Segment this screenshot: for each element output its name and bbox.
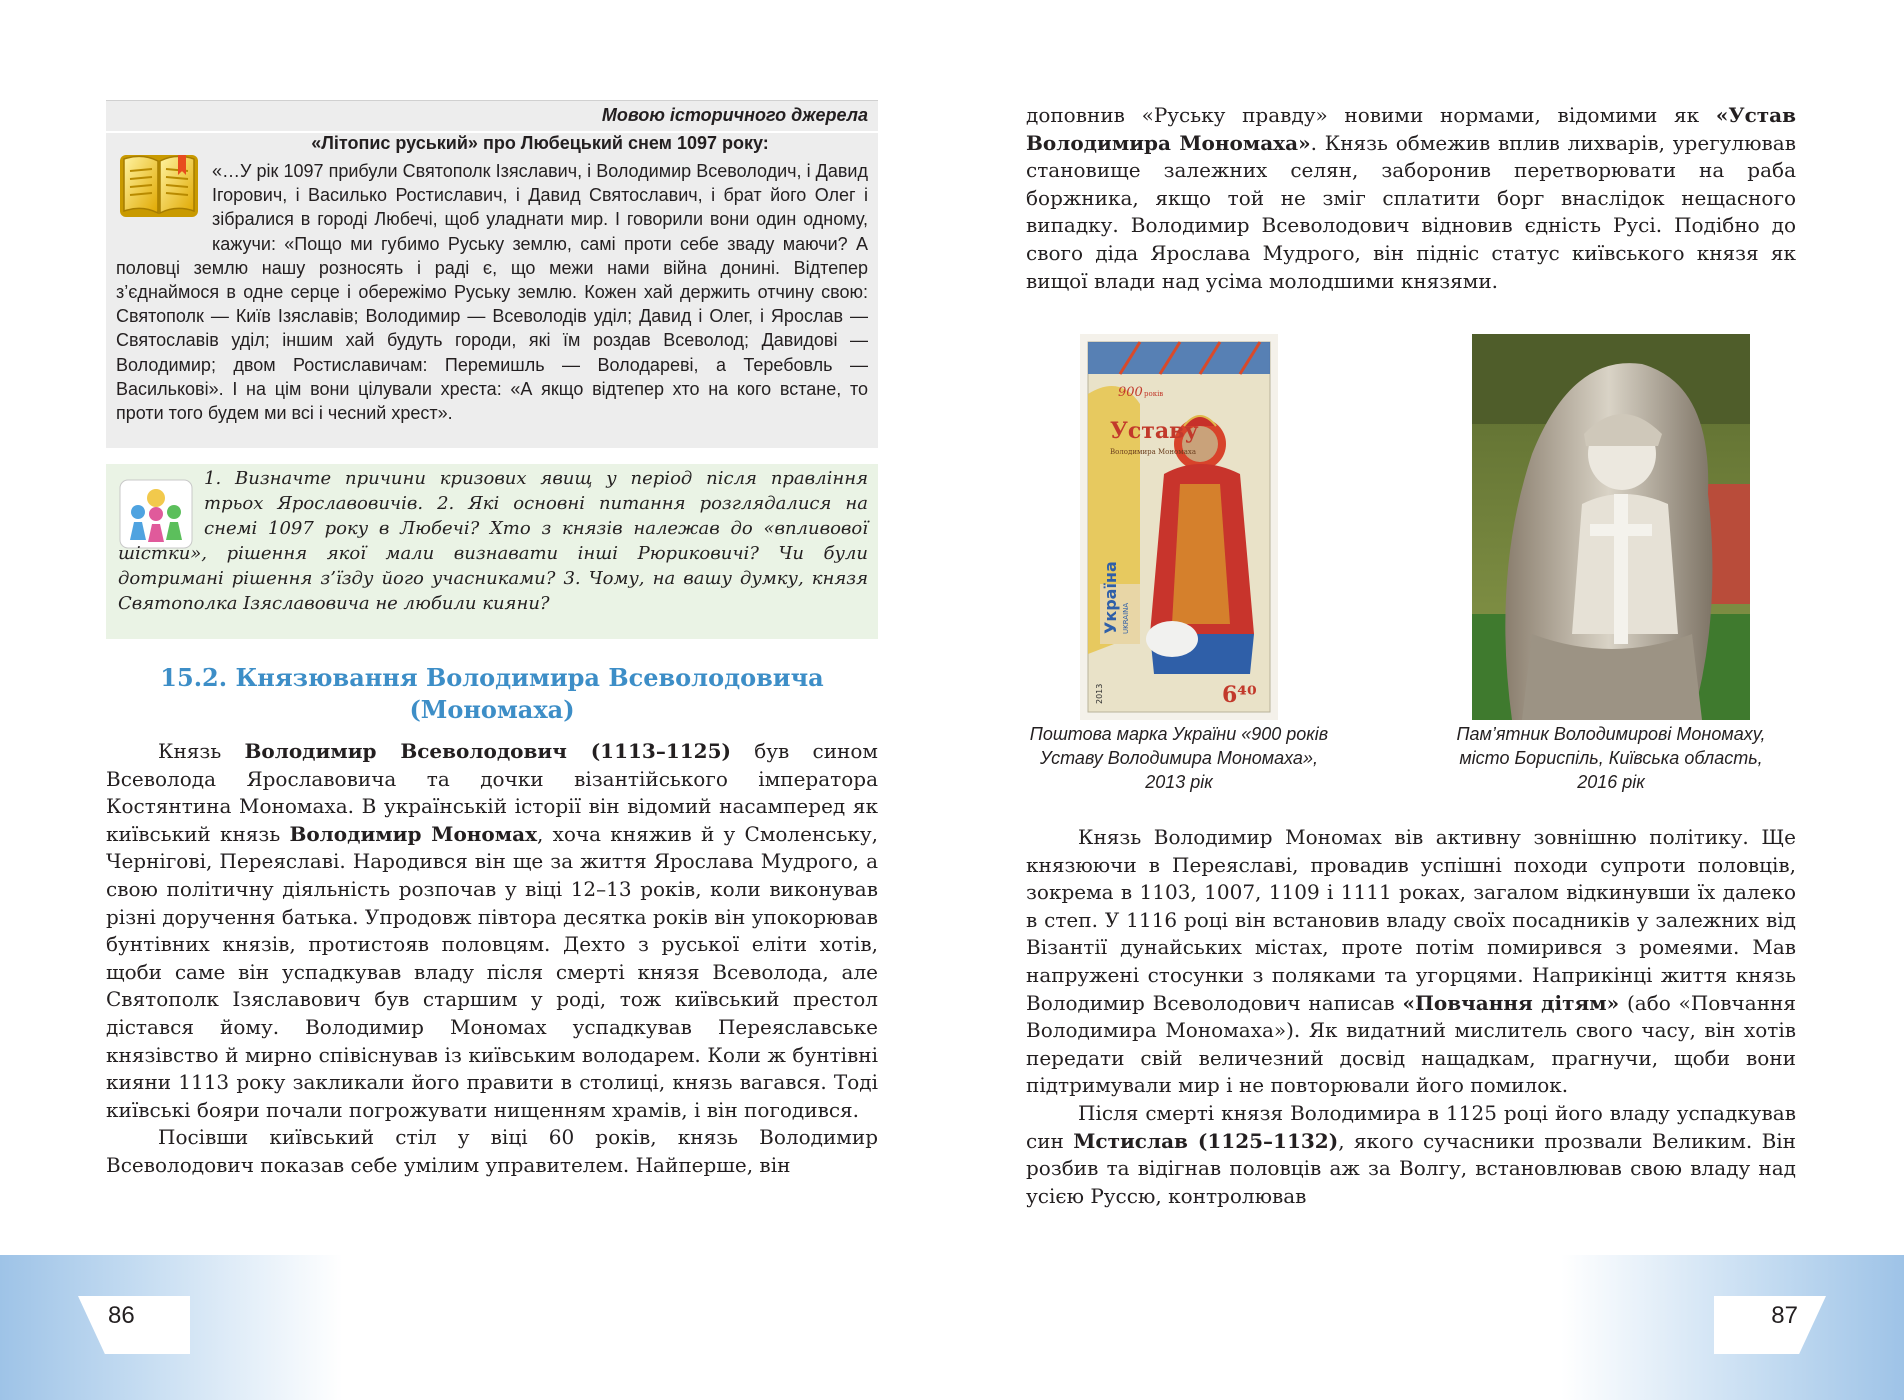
- right-top-text: [1026, 102, 1796, 295]
- right-page: [952, 0, 1904, 1400]
- paragraph: Князь Володимир Мономах вів активну зовнішню політику. Ще князюючи в Переяславі, провадив успішні походи супроти половців, зокрема в 1103, 1007, 1109 і 1111 роках, загалом відкинувши їх далеко в степ. У 1116 році він встановив владу своїх посадників у залежних від Візантії дунайських містах, проте потім помирився з ромеями. Мав напружені стосунки з поляками та угорцями. Наприкінці життя князь Володимир Всеволодович написав «Повчання дітям» (або «Повчання Володимира Мономаха»). Як видатний мислитель свого часу, він хотів передати свій величезний досвід нащадкам, прагнучи, щоби вони підтримували мир і не повторювали його помилок.: [1026, 825, 1796, 1098]
- stamp-caption: Поштова марка України «900 років Уставу Володимира Мономаха», 2013 рік: [1029, 724, 1329, 792]
- questions-box: [106, 464, 878, 639]
- stamp-value-text: 6⁴⁰: [1222, 682, 1257, 708]
- section-heading: [106, 662, 878, 726]
- paragraph: Посівши київський стіл у віці 60 років, князь Володимир Всеволодович показав себе умілим управителем. Найперше, він: [106, 1125, 878, 1177]
- source-box-heading: Мовою історичного джерела: [601, 105, 868, 125]
- section-heading-line-2: (Мономаха): [409, 695, 575, 724]
- stamp-country-text: Україна: [1101, 561, 1120, 634]
- historical-source-box: [106, 100, 878, 448]
- paragraph: Після смерті князя Володимира в 1125 році його владу успадкував син Мстислав (1125–1132), якого сучасники прозвали Великим. Він розбив та відігнав половців аж за Волгу, встановлював свою владу над усією Руссю, контролював: [1026, 1100, 1796, 1208]
- page-number-right: 87: [1771, 1302, 1798, 1329]
- source-title: «Літопис руський» про Любецький снем 1097 року:: [311, 133, 769, 153]
- stamp-subtitle-text: Володимира Мономаха: [1110, 448, 1196, 456]
- questions-text: 1. Визначте причини кризових явищ у період після правління трьох Ярославовичів. 2. Які основні питання розглядалися на снемі 1097 року в Любечі? Хто з князів належав до «впливової шістки», рішення якої мали визнавати інші Рюриковичі? Чи були дотримані рішення з’їзду його учасниками? 3. Чому, на вашу думку, князя Святополка Ізяславовича не любили кияни?: [118, 468, 868, 614]
- page-number-left: 86: [108, 1302, 135, 1329]
- source-text: «…У рік 1097 прибули Святополк Ізяславич, і Володимир Всеволодич, і Давид Ігорович, і Василько Ростиславич, і Давид Святославич, і брат його Олег і зібралися в городі Любечі, щоб уладнати мир. І говорили вони один одному, кажучи: «Пощо ми губимо Руську землю, самі проти себе зваду маючи? А половці землю нашу розносять і раді є, що межи нами війна донині. Відтепер з’єднаймося в одне серце і обережімо Руську землю. Кожен хай держить отчину свою: Святополк — Київ Ізяславів; Володимир — Всеволодів уділ; Давид і Олег, і Ярослав — Святославів уділ; іншим хай будуть городи, які їм роздав Всеволод; Давидові — Володимир; двом Ростиславичам: Перемишль — Володареві, а Теребовль — Василькові». І на цім вони цілували хреста: «А якщо відтепер хто на кого встане, то проти того будем ми всі і чесний хрест».: [116, 161, 868, 424]
- stamp-year-text: 2013: [1095, 683, 1104, 704]
- left-body-text: [106, 738, 878, 1180]
- paragraph: доповнив «Руську правду» новими нормами, відомими як «Устав Володимира Мономаха». Князь обмежив вплив лихварів, урегулював становище залежних селян, заборонив перетворювати на раба боржника, якщо той не зміг сплатити борг внаслідок нещасного випадку. Володимир Всеволодович відновив єдність Русі. Подібно до свого діда Ярослава Мудрого, він підніс статус київського князя як вищої влади над усіма молодшими князями.: [1026, 103, 1796, 293]
- stamp-900-text: 900: [1118, 385, 1143, 400]
- stamp-title-text: Уставу: [1110, 418, 1199, 444]
- right-body-text: [1026, 824, 1796, 1210]
- stamp-years-text: років: [1144, 390, 1164, 398]
- monument-photo: [1472, 334, 1750, 720]
- paragraph: Князь Володимир Всеволодович (1113–1125) був сином Всеволода Ярославовича та дочки візантійського імператора Костянтина Мономаха. В українській історії він відомий насамперед як київський князь Володимир Мономах, хоча княжив й у Смоленську, Чернігові, Переяславі. Народився він ще за життя Ярослава Мудрого, а свою політичну діяльність розпочав у віці 12–13 років, коли виконував різні доручення батька. Упродовж півтора десятка років він упокорював бунтівних князів, протистояв половцям. Дехто з руської еліти хотів, щоби саме він успадкував владу після смерті князя Всеволода, але Святополк Ізяславович був старшим у роді, тож київський престол дістався йому. Володимир Мономах успадкував Переяславське князівство й мирно співіснував із київським володарем. Коли ж бунтівні кияни 1113 року закликали його правити в столиці, князь вагався. Тоді київські бояри почали погрожувати нищенням храмів, і він погодився.: [106, 739, 878, 1122]
- monument-caption: Пам’ятник Володимирові Мономаху, місто Бориспіль, Київська область, 2016 рік: [1456, 724, 1766, 792]
- stamp-country-latin-text: UKRAINA: [1122, 602, 1130, 634]
- section-heading-line-1: 15.2. Князювання Володимира Всеволодовича: [160, 663, 824, 692]
- postage-stamp-image: [1080, 334, 1278, 720]
